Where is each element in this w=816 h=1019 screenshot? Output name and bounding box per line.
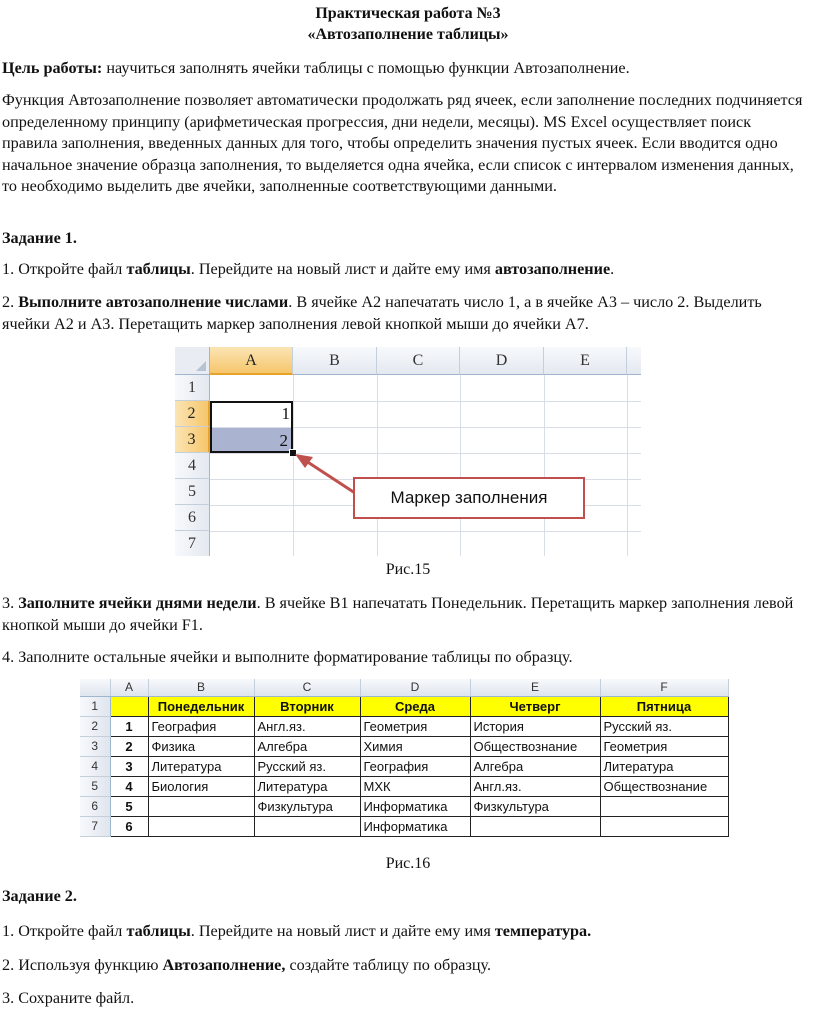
task2-step1: [2, 921, 810, 943]
row-header-1[interactable]: 1: [175, 375, 210, 401]
step-text: .: [610, 260, 615, 278]
header-cell[interactable]: Среда: [360, 696, 470, 716]
row-header-2[interactable]: 2: [175, 401, 210, 427]
row-header[interactable]: 7: [80, 816, 110, 836]
table-cell[interactable]: Физкультура: [254, 796, 360, 816]
row-header-3[interactable]: 3: [175, 427, 210, 453]
task1-step1: [2, 259, 810, 281]
column-header-b[interactable]: B: [293, 347, 377, 375]
table-row: [80, 716, 728, 736]
table-cell[interactable]: Литература: [600, 756, 728, 776]
row-header[interactable]: 1: [80, 696, 110, 716]
step-text: 2.: [2, 293, 19, 311]
table-cell[interactable]: Физкультура: [470, 796, 600, 816]
table-cell[interactable]: Русский яз.: [254, 756, 360, 776]
intro-paragraph: Функция Автозаполнение позволяет автоматически продолжать ряд ячеек, если заполнение последних подчиняется определенному принципу (арифметическая прогрессия, дни недели, месяцы). MS Excel осуществляет поиск правила заполнения, введенных данных для того, чтобы определить значения пустых ячеек. Если вводится одно начальное значение образца заполнения, то выделяется одна ячейка, если список с интервалом изменения данных, то необходимо выделить две ячейки, заполненные соответствующими данными.: [2, 91, 803, 195]
table-cell[interactable]: Обществознание: [600, 776, 728, 796]
header-cell[interactable]: Четверг: [470, 696, 600, 716]
task2-step2: [2, 955, 810, 977]
figure-16-caption: Рис.16: [385, 855, 431, 872]
select-all-corner[interactable]: [80, 679, 110, 696]
file-name: таблицы: [126, 922, 191, 940]
column-header-f[interactable]: F: [600, 679, 728, 696]
table-cell[interactable]: Обществознание: [470, 736, 600, 756]
row-header[interactable]: 2: [80, 716, 110, 736]
table-cell[interactable]: [600, 796, 728, 816]
table-cell[interactable]: Физика: [148, 736, 254, 756]
step-text: 3.: [2, 594, 19, 612]
figure-16-spreadsheet: [80, 679, 734, 849]
table-cell[interactable]: Англ.яз.: [254, 716, 360, 736]
goal-text: научиться заполнять ячейки таблицы с помощью функции Автозаполнение.: [102, 59, 630, 77]
timetable: [80, 679, 729, 837]
row-header-6[interactable]: 6: [175, 505, 210, 531]
arrow-line: [303, 459, 355, 493]
table-cell[interactable]: Русский яз.: [600, 716, 728, 736]
table-cell[interactable]: МХК: [360, 776, 470, 796]
figure-15-spreadsheet: [175, 347, 641, 556]
table-cell[interactable]: [254, 816, 360, 836]
step-text: . Перейдите на новый лист и дайте ему имя: [190, 922, 495, 940]
column-header-row: [80, 679, 728, 696]
goal-paragraph: [2, 58, 810, 80]
header-cell[interactable]: [110, 696, 148, 716]
cell-a3[interactable]: 2: [212, 428, 291, 452]
arrow-head: [295, 454, 313, 468]
row-header-7[interactable]: 7: [175, 531, 210, 556]
table-row: [80, 776, 728, 796]
table-cell[interactable]: Англ.яз.: [470, 776, 600, 796]
table-row: [80, 696, 728, 716]
table-cell[interactable]: Литература: [254, 776, 360, 796]
cell-a2[interactable]: 1: [281, 404, 290, 423]
column-header-d[interactable]: D: [460, 347, 544, 375]
table-row: [80, 796, 728, 816]
lesson-number-cell[interactable]: 1: [110, 716, 148, 736]
task2-step3: 3. Сохраните файл.: [2, 989, 135, 1007]
column-header-a[interactable]: A: [210, 347, 293, 375]
table-cell[interactable]: [600, 816, 728, 836]
column-header-e[interactable]: E: [544, 347, 627, 375]
task1-step2: [2, 292, 810, 335]
fill-handle-callout: Маркер заполнения: [353, 477, 585, 519]
row-header[interactable]: 3: [80, 736, 110, 756]
header-cell[interactable]: Вторник: [254, 696, 360, 716]
table-cell[interactable]: Алгебра: [254, 736, 360, 756]
page-subtitle: «Автозаполнение таблицы»: [307, 26, 509, 43]
step-text: создайте таблицу по образцу.: [285, 956, 492, 974]
column-header-d[interactable]: D: [360, 679, 470, 696]
column-header-c[interactable]: C: [377, 347, 460, 375]
step-bold: Заполните ячейки днями недели: [18, 594, 257, 612]
table-cell[interactable]: Литература: [148, 756, 254, 776]
table-cell[interactable]: Химия: [360, 736, 470, 756]
header-cell[interactable]: Понедельник: [148, 696, 254, 716]
table-cell[interactable]: Информатика: [360, 796, 470, 816]
task1-step3: [2, 593, 810, 636]
table-cell[interactable]: Алгебра: [470, 756, 600, 776]
row-header-4[interactable]: 4: [175, 453, 210, 479]
row-header-5[interactable]: 5: [175, 479, 210, 505]
callout-arrow: [175, 347, 641, 556]
column-header-b[interactable]: B: [148, 679, 254, 696]
column-header-a[interactable]: A: [110, 679, 148, 696]
step-text: 1. Откройте файл: [2, 260, 127, 278]
step-text: . Перейдите на новый лист и дайте ему имя: [190, 260, 495, 278]
table-row: [80, 736, 728, 756]
table-cell[interactable]: [148, 796, 254, 816]
table-cell[interactable]: География: [360, 756, 470, 776]
step-text: . В ячейке А2 напечатать число 1, а в ячейке А3 – число 2. Выделить ячейки А2 и А3. Перетащить маркер заполнения левой кнопкой мыши до ячейки А7.: [2, 293, 762, 333]
sheet-name: температура.: [494, 922, 592, 940]
step-text: . В ячейке В1 напечатать Понедельник. Перетащить маркер заполнения левой кнопкой мыши до ячейки F1.: [2, 594, 794, 634]
file-name: таблицы: [126, 260, 191, 278]
goal-label: Цель работы:: [2, 59, 103, 77]
step-bold: Автозаполнение,: [162, 956, 286, 974]
row-header[interactable]: 6: [80, 796, 110, 816]
step-text: 2. Используя функцию: [2, 956, 163, 974]
row-header[interactable]: 5: [80, 776, 110, 796]
task1-step4: 4. Заполните остальные ячейки и выполните форматирование таблицы по образцу.: [2, 648, 573, 666]
step-text: 1. Откройте файл: [2, 922, 127, 940]
task1-heading: Задание 1.: [2, 229, 77, 247]
lesson-number-cell[interactable]: 3: [110, 756, 148, 776]
figure-15-caption: Рис.15: [385, 561, 431, 578]
row-header[interactable]: 4: [80, 756, 110, 776]
table-cell[interactable]: Геометрия: [600, 736, 728, 756]
task2-heading: Задание 2.: [2, 887, 77, 905]
page-title: Практическая работа №3: [315, 5, 501, 22]
table-cell[interactable]: История: [470, 716, 600, 736]
column-header-c[interactable]: C: [254, 679, 360, 696]
table-row: [80, 756, 728, 776]
column-header-e[interactable]: E: [470, 679, 600, 696]
table-cell[interactable]: Биология: [148, 776, 254, 796]
table-cell[interactable]: Информатика: [360, 816, 470, 836]
lesson-number-cell[interactable]: 5: [110, 796, 148, 816]
lesson-number-cell[interactable]: 4: [110, 776, 148, 796]
table-cell[interactable]: География: [148, 716, 254, 736]
lesson-number-cell[interactable]: 6: [110, 816, 148, 836]
table-cell[interactable]: Геометрия: [360, 716, 470, 736]
step-bold: Выполните автозаполнение числами: [18, 293, 289, 311]
sheet-name: автозаполнение: [494, 260, 611, 278]
header-cell[interactable]: Пятница: [600, 696, 728, 716]
table-row: [80, 816, 728, 836]
lesson-number-cell[interactable]: 2: [110, 736, 148, 756]
table-cell[interactable]: [148, 816, 254, 836]
table-cell[interactable]: [470, 816, 600, 836]
